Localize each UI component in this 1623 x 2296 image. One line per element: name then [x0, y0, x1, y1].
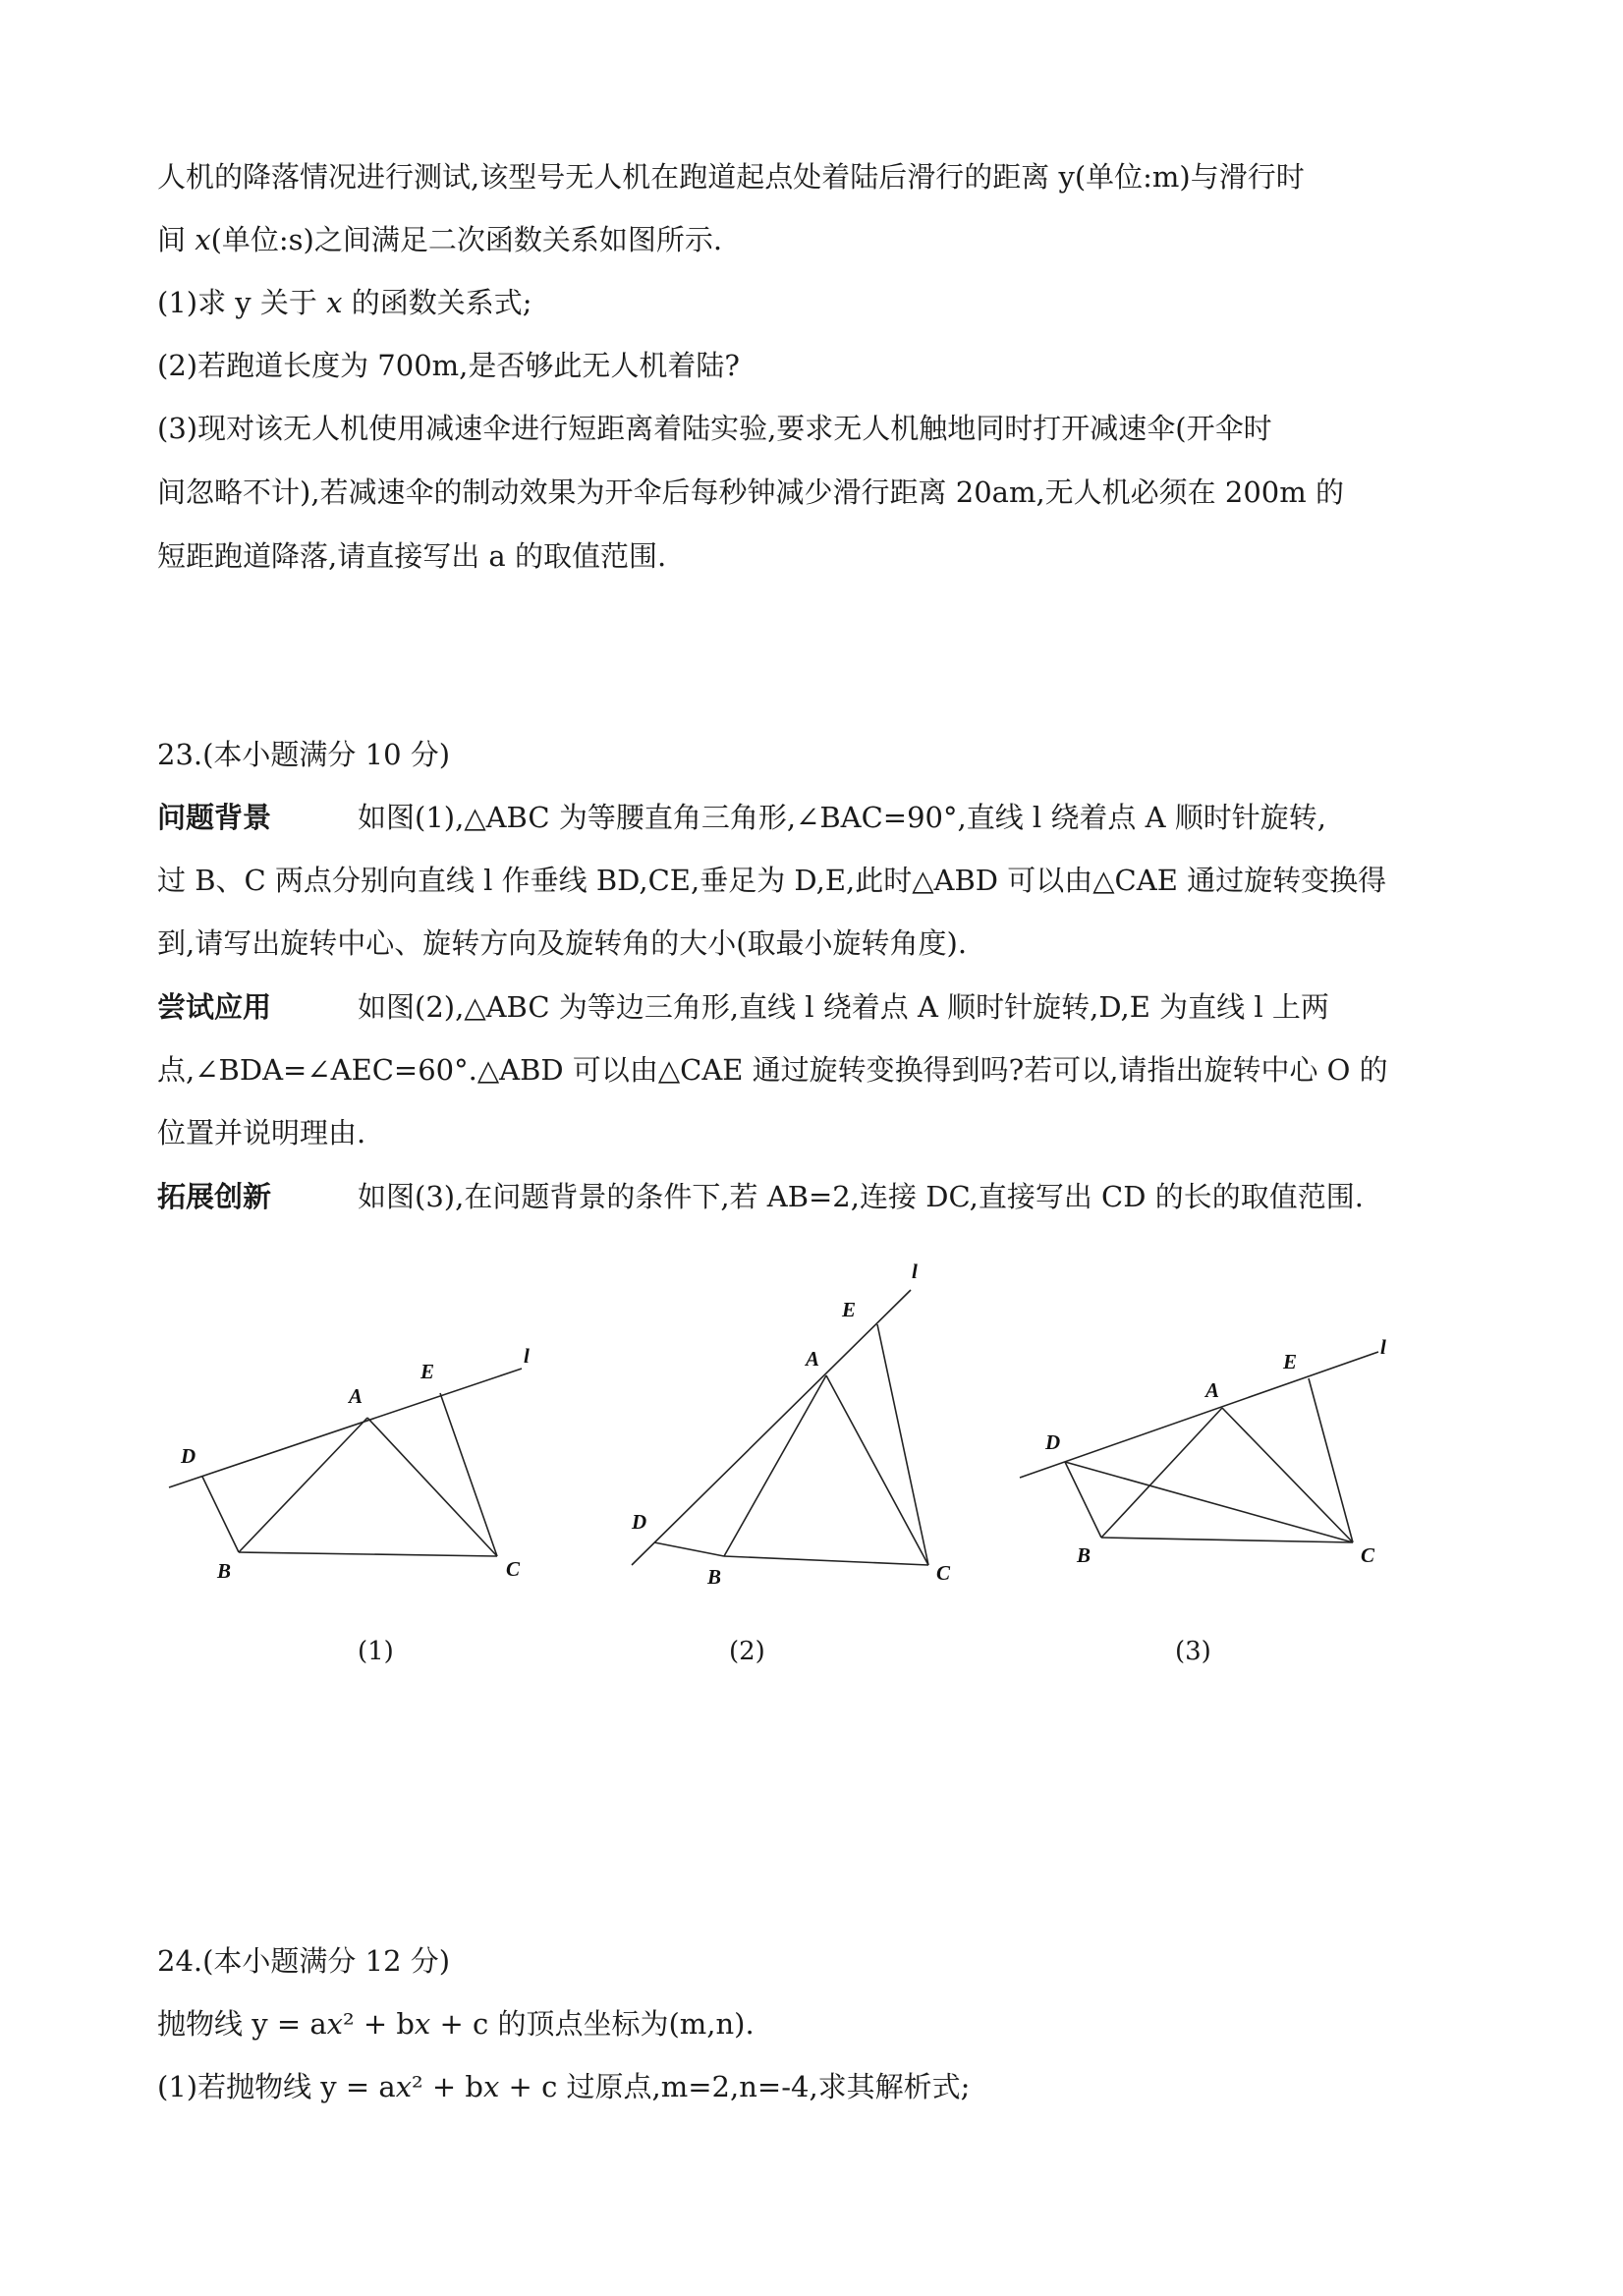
fig3-label-b: B [1077, 1543, 1091, 1567]
fig2-label-d: D [632, 1510, 647, 1534]
fig3-label-e: E [1283, 1350, 1298, 1373]
q22-part3-line-1: (3)现对该无人机使用减速伞进行短距离着陆实验,要求无人机触地同时打开减速伞(开伞时 [157, 412, 1272, 445]
q23-try-text-1: 如图(2),△ABC 为等边三角形,直线 l 绕着点 A 顺时针旋转,D,E 为直线 l 上两 [358, 990, 1329, 1024]
fig2-label-a: A [806, 1347, 820, 1371]
fig2-segment-bc [724, 1556, 928, 1565]
fig3-segment-bc [1101, 1538, 1353, 1542]
fig2-label-l: l [912, 1260, 918, 1283]
fig3-segment-ac [1222, 1408, 1353, 1542]
q23-background-text-1: 如图(1),△ABC 为等腰直角三角形,∠BAC=90°,直线 l 绕着点 A 顺时针旋转, [358, 801, 1327, 834]
fig1-label-b: B [217, 1559, 232, 1583]
label-extend-innovate: 拓展创新 [157, 1180, 272, 1213]
fig1-label-a: A [349, 1384, 364, 1408]
fig1-line-l [169, 1369, 522, 1487]
fig3-segment-db [1065, 1462, 1101, 1538]
q23-background-line-2: 过 B、C 两点分别向直线 l 作垂线 BD,CE,垂足为 D,E,此时△ABD 可以由△CAE 通过旋转变换得 [157, 864, 1387, 897]
fig1-label-d: D [181, 1444, 196, 1468]
label-problem-background: 问题背景 [157, 801, 272, 834]
q24-line-1: 抛物线 y = a𝑥² + b𝑥 + c 的顶点坐标为(m,n). [157, 2007, 755, 2041]
q22-part2: (2)若跑道长度为 700m,是否够此无人机着陆? [157, 349, 740, 382]
fig1-segment-bd [202, 1477, 239, 1552]
q23-header: 23.(本小题满分 10 分) [157, 738, 451, 771]
fig2-label-c: C [936, 1561, 951, 1585]
figure-2-caption: (2) [729, 1637, 765, 1666]
q22-part1: (1)求 y 关于 𝑥 的函数关系式; [157, 286, 532, 319]
q22-part3-line-2: 间忽略不计),若减速伞的制动效果为开伞后每秒钟减少滑行距离 20am,无人机必须在 200m 的 [157, 476, 1344, 509]
fig2-segment-ec [877, 1324, 928, 1565]
fig1-segment-ac [367, 1418, 497, 1556]
q23-try-line-3: 位置并说明理由. [157, 1116, 366, 1149]
label-try-apply: 尝试应用 [157, 990, 272, 1024]
q22-line-2: 间 𝑥(单位:s)之间满足二次函数关系如图所示. [157, 223, 723, 256]
fig3-label-l: l [1380, 1335, 1386, 1359]
fig2-label-e: E [842, 1298, 857, 1321]
q24-part1: (1)若抛物线 y = a𝑥² + b𝑥 + c 过原点,m=2,n=-4,求其解析式; [157, 2070, 971, 2103]
q23-try-line-2: 点,∠BDA=∠AEC=60°.△ABD 可以由△CAE 通过旋转变换得到吗?若可以,请指出旋转中心 O 的 [157, 1053, 1388, 1087]
fig1-label-l: l [524, 1344, 530, 1368]
fig3-line-l [1020, 1352, 1378, 1478]
fig3-label-a: A [1205, 1378, 1220, 1402]
figure-3-caption: (3) [1175, 1637, 1211, 1666]
fig2-segment-ac [826, 1375, 928, 1565]
fig1-segment-ab [239, 1418, 367, 1552]
fig1-label-e: E [420, 1360, 435, 1383]
q22-part3-line-3: 短距跑道降落,请直接写出 a 的取值范围. [157, 539, 667, 573]
fig3-label-c: C [1361, 1543, 1375, 1567]
fig3-segment-ec [1309, 1378, 1353, 1542]
fig2-line-l [632, 1290, 911, 1565]
figure-1-caption: (1) [358, 1637, 394, 1666]
fig3-label-d: D [1045, 1430, 1061, 1454]
q22-line-1: 人机的降落情况进行测试,该型号无人机在跑道起点处着陆后滑行的距离 y(单位:m)与滑行时 [157, 160, 1305, 194]
q24-header: 24.(本小题满分 12 分) [157, 1944, 451, 1978]
fig1-segment-bc [239, 1552, 497, 1556]
fig2-label-b: B [707, 1565, 722, 1589]
fig1-label-c: C [506, 1557, 521, 1581]
q23-background-line-3: 到,请写出旋转中心、旋转方向及旋转角的大小(取最小旋转角度). [157, 926, 968, 960]
fig2-segment-db [654, 1542, 724, 1556]
q23-extend-text: 如图(3),在问题背景的条件下,若 AB=2,连接 DC,直接写出 CD 的长的取值范围. [358, 1180, 1364, 1213]
fig2-segment-ab [724, 1375, 826, 1556]
fig1-segment-ec [440, 1393, 497, 1556]
